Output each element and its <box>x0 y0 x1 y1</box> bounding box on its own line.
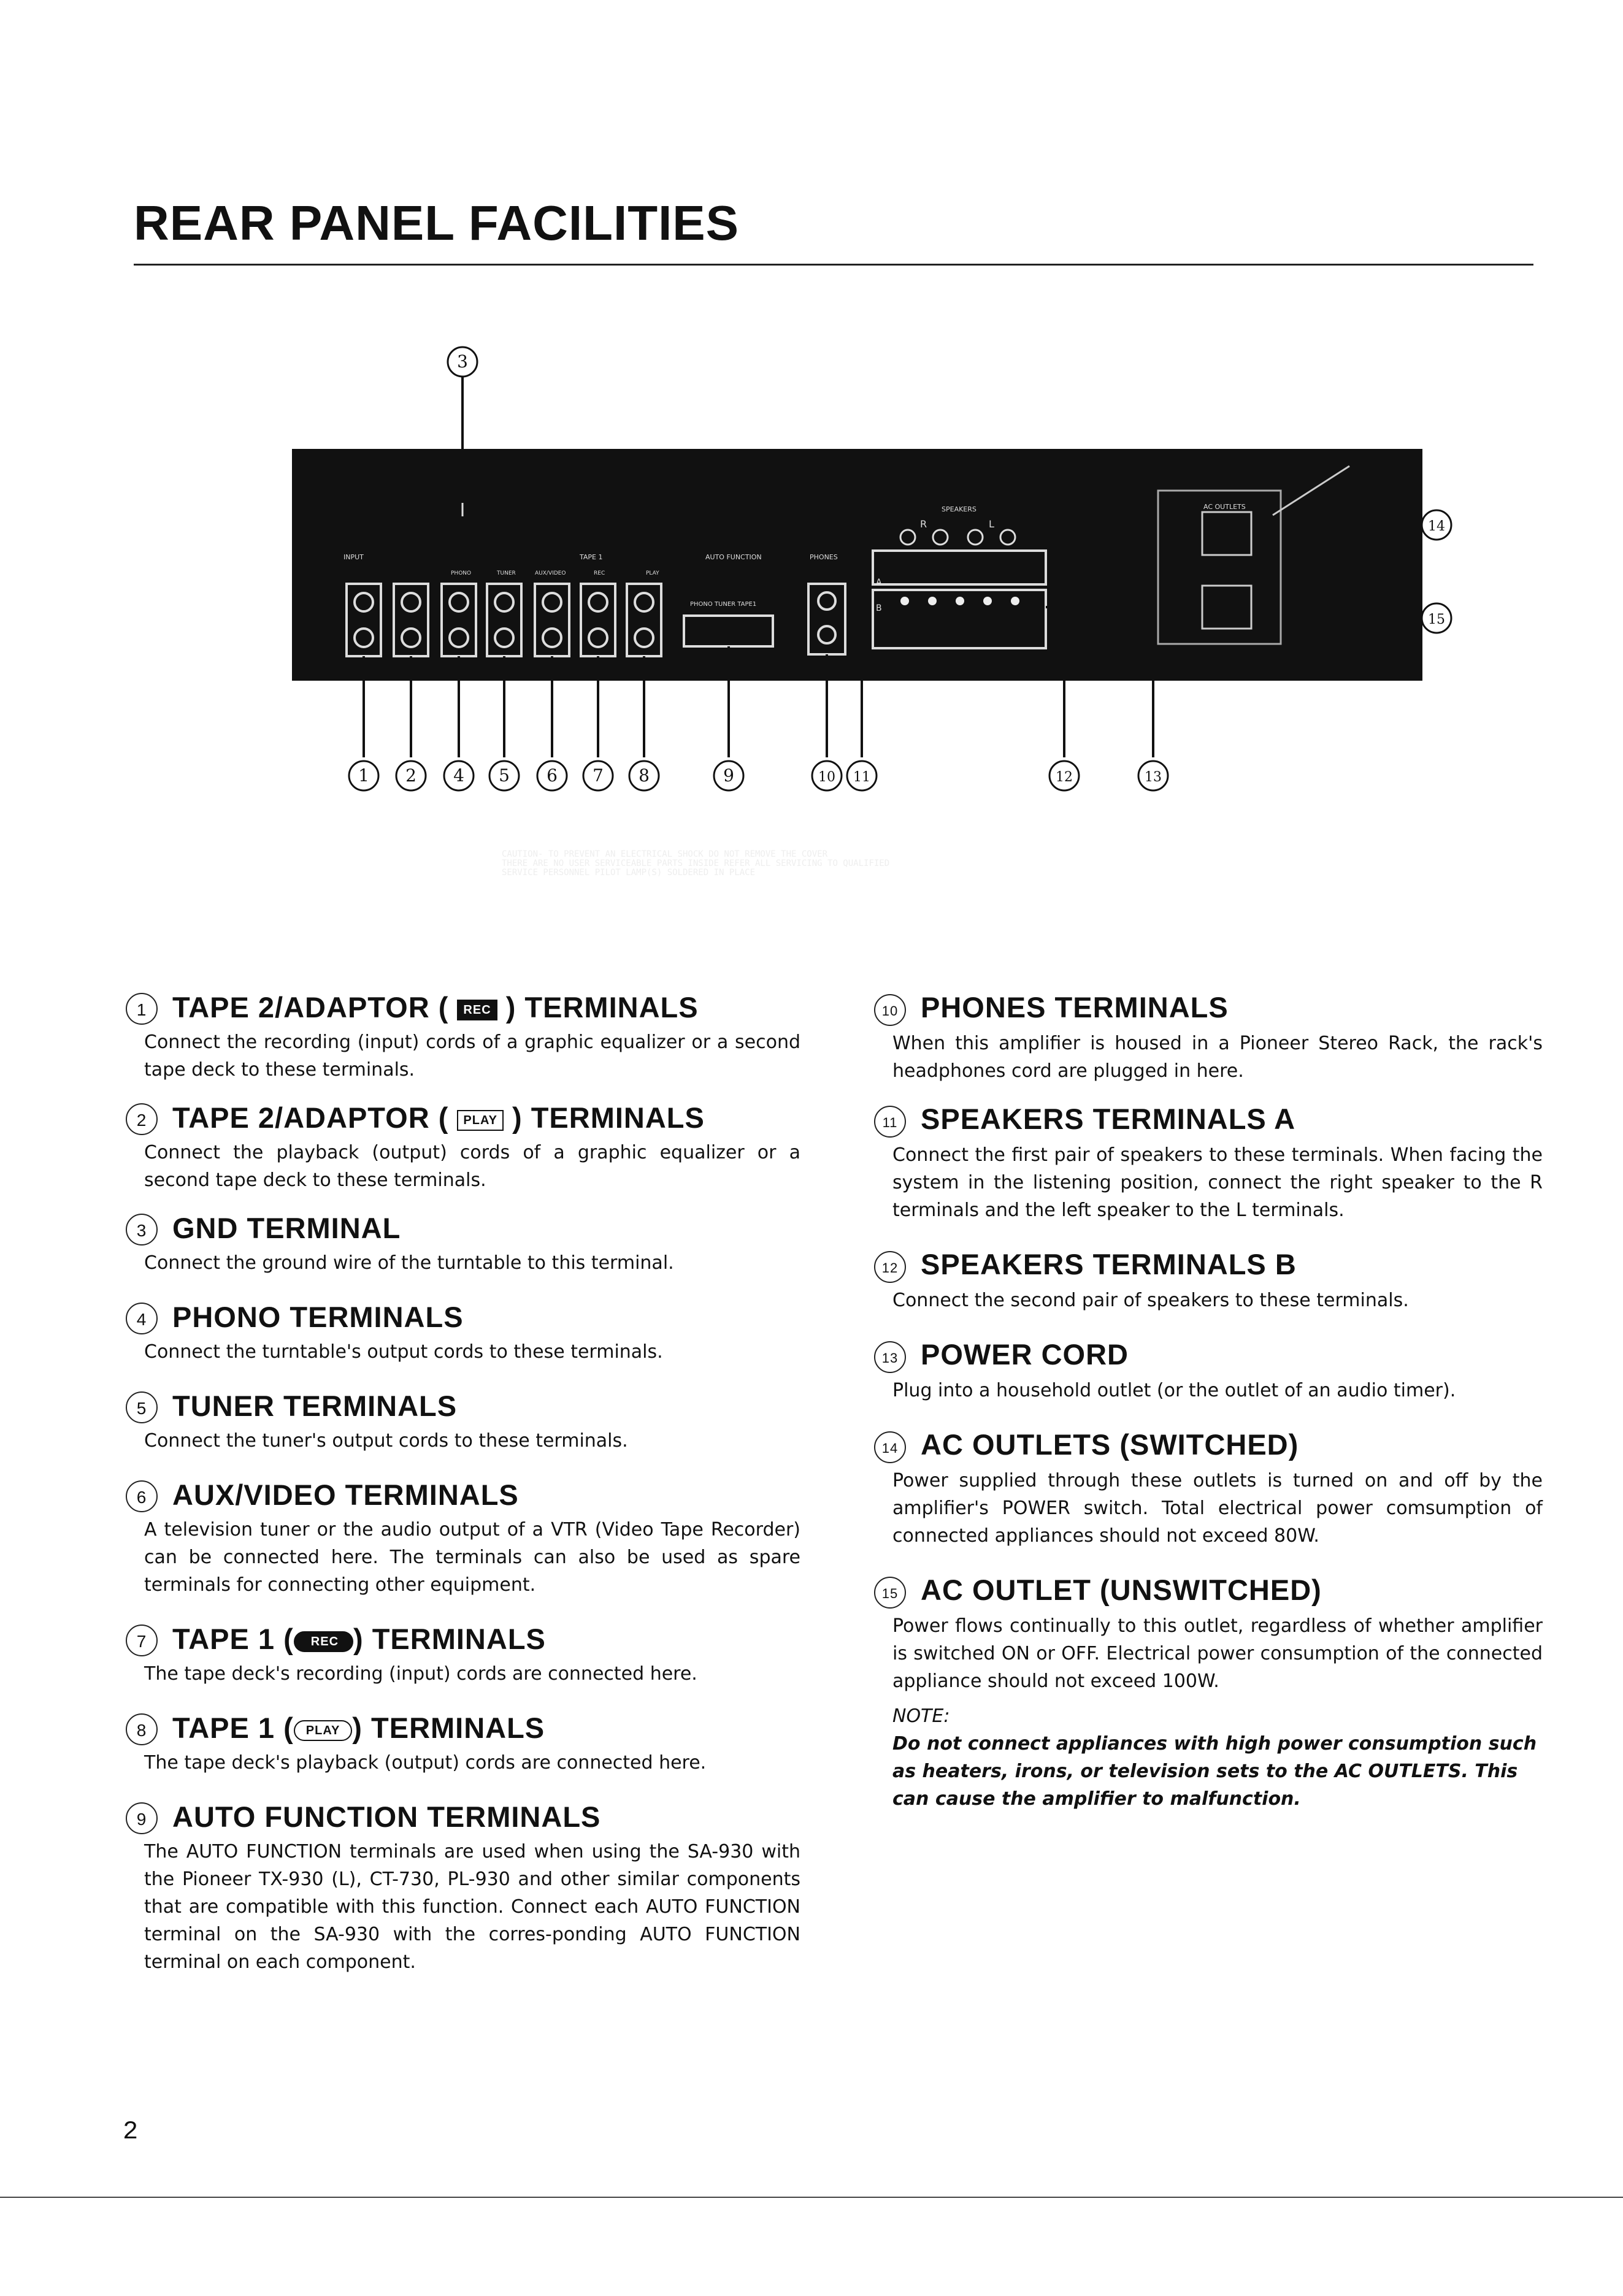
item-description: When this amplifier is housed in a Pioneer Stereo Rack, the rack's headphones cord are plugged in here. <box>892 1033 1543 1082</box>
panel-label-tuner: TUNER <box>497 570 516 576</box>
item-heading: 12 SPEAKERS TERMINALS B <box>874 1247 1543 1283</box>
item-aux-video <box>126 1478 800 1599</box>
callout-number-1: 1 <box>358 765 369 786</box>
item-heading: 6 AUX/VIDEO TERMINALS <box>126 1478 800 1512</box>
callout-number-11: 11 <box>853 770 870 785</box>
item-speakers-a <box>874 1102 1543 1224</box>
note-body: Do not connect appliances with high power consumption such as heaters, irons, or television sets to the AC OUTLETS. This can cause the amplifier to malfunction. <box>892 1733 1537 1810</box>
item-tape1-rec <box>126 1622 800 1688</box>
item-heading: 2 TAPE 2/ADAPTOR ( PLAY ) TERMINALS <box>126 1101 800 1135</box>
svg-text:A: A <box>876 578 882 587</box>
callout-number: 2 <box>126 1103 158 1135</box>
panel-label-play: PLAY <box>646 570 659 576</box>
item-description: The AUTO FUNCTION terminals are used when using the SA-930 with the Pioneer TX-930 (L), CT-730, PL-930 and other similar components that are compatible with this function. Connect each AUTO FUNCTION terminal on the SA-930 with the corres-ponding AUTO FUNCTION terminal on each component. <box>144 1841 800 1973</box>
panel-label-auto-bottom: PHONO TUNER TAPE1 <box>690 601 757 608</box>
panel-label-phono: PHONO <box>451 570 472 576</box>
rec-badge-icon: REC <box>294 1631 353 1652</box>
item-auto-function <box>126 1800 800 1976</box>
item-description: Connect the second pair of speakers to these terminals. <box>892 1290 1409 1311</box>
item-tuner <box>126 1389 800 1455</box>
panel-label-rec: REC <box>594 570 605 576</box>
item-description: Power flows continually to this outlet, regardless of whether amplifier is switched ON or OFF. Electrical power consumption of the connected appliance should not exceed 100W. <box>892 1615 1543 1692</box>
svg-text:B: B <box>876 603 882 613</box>
svg-text:L: L <box>989 518 994 530</box>
panel-label-speakers: SPEAKERS <box>942 505 976 513</box>
callout-number: 14 <box>874 1431 906 1463</box>
item-description: Connect the tuner's output cords to these terminals. <box>144 1430 628 1452</box>
item-gnd <box>126 1211 800 1277</box>
item-description: Connect the ground wire of the turntable to this terminal. <box>144 1252 674 1274</box>
item-heading: 8 TAPE 1 ( PLAY ) TERMINALS <box>126 1711 800 1745</box>
bottom-divider <box>0 2197 1623 2198</box>
panel-label-ac-outlets: AC OUTLETS <box>1203 503 1246 511</box>
panel-label-tape1: TAPE 1 <box>580 553 603 561</box>
callout-number: 5 <box>126 1391 158 1423</box>
callout-number: 6 <box>126 1480 158 1512</box>
callout-number-15: 15 <box>1428 612 1445 627</box>
item-description: The tape deck's recording (input) cords are connected here. <box>144 1663 697 1685</box>
item-ac-outlets-switched <box>874 1428 1543 1550</box>
callout-number: 10 <box>874 994 906 1026</box>
right-column <box>874 990 1543 1813</box>
panel-label-phones: PHONES <box>810 553 838 561</box>
rear-panel-illustration <box>0 343 1623 834</box>
rec-badge-icon: REC <box>457 1000 497 1020</box>
callout-number-5: 5 <box>499 765 510 786</box>
item-heading: 3 GND TERMINAL <box>126 1211 800 1246</box>
panel-caution-text: CAUTION- TO PREVENT AN ELECTRICAL SHOCK DO NOT REMOVE THE COVER THERE ARE NO USER SERVICEABLE PARTS INSIDE REFER ALL SERVICING TO QUALIFIED SERVICE PERSONNEL PILOT LAMP(S) SOLDERED IN PLACE <box>502 849 890 878</box>
item-description: The tape deck's playback (output) cords are connected here. <box>144 1752 707 1774</box>
callout-number-12: 12 <box>1056 770 1073 785</box>
play-badge-icon: PLAY <box>294 1720 353 1741</box>
item-description: Connect the recording (input) cords of a graphic equalizer or a second tape deck to these terminals. <box>144 1031 800 1081</box>
callout-number: 4 <box>126 1303 158 1334</box>
callout-number-6: 6 <box>547 765 558 786</box>
title-divider <box>134 264 1533 266</box>
item-description: Connect the playback (output) cords of a graphic equalizer or a second tape deck to these terminals. <box>144 1142 800 1191</box>
item-heading: 15 AC OUTLET (UNSWITCHED) <box>874 1573 1543 1609</box>
item-description: Connect the first pair of speakers to these terminals. When facing the system in the listening position, connect the right speaker to the R terminals and the left speaker to the L terminals. <box>892 1144 1543 1221</box>
play-badge-icon: PLAY <box>457 1110 504 1131</box>
panel-label-input: INPUT <box>343 553 364 561</box>
item-phones <box>874 990 1543 1085</box>
callout-number-13: 13 <box>1145 770 1162 785</box>
panel-label-aux-video: AUX/VIDEO <box>535 570 566 576</box>
item-heading: 10 PHONES TERMINALS <box>874 990 1543 1026</box>
item-description: Connect the turntable's output cords to these terminals. <box>144 1341 663 1363</box>
item-tape2-play <box>126 1101 800 1194</box>
item-heading: 5 TUNER TERMINALS <box>126 1389 800 1423</box>
item-heading: 13 POWER CORD <box>874 1337 1543 1373</box>
item-heading: 1 TAPE 2/ADAPTOR ( REC ) TERMINALS <box>126 990 800 1025</box>
callout-number: 8 <box>126 1713 158 1745</box>
item-phono <box>126 1300 800 1366</box>
note-label: NOTE: <box>892 1705 950 1727</box>
item-heading: 4 PHONO TERMINALS <box>126 1300 800 1334</box>
callout-number-14: 14 <box>1428 519 1445 534</box>
callout-number: 15 <box>874 1577 906 1609</box>
callout-number: 13 <box>874 1341 906 1373</box>
item-heading: 7 TAPE 1 ( REC ) TERMINALS <box>126 1622 800 1656</box>
callout-number-2: 2 <box>405 765 416 786</box>
item-tape2-rec <box>126 990 800 1084</box>
item-description: Power supplied through these outlets is turned on and off by the amplifier's POWER switch. Total electrical power comsumption of connected appliances should not exceed 80W. <box>892 1470 1543 1547</box>
item-heading: 9 AUTO FUNCTION TERMINALS <box>126 1800 800 1834</box>
item-tape1-play <box>126 1711 800 1777</box>
callout-number: 3 <box>126 1214 158 1246</box>
callout-number-9: 9 <box>723 765 734 786</box>
callout-number: 9 <box>126 1802 158 1834</box>
item-description: A television tuner or the audio output of a VTR (Video Tape Recorder) can be connected here. The terminals can also be used as spare terminals for connecting other equipment. <box>144 1519 800 1596</box>
callout-number-7: 7 <box>593 765 604 786</box>
item-power-cord <box>874 1337 1543 1404</box>
callout-number: 7 <box>126 1624 158 1656</box>
callout-number-10: 10 <box>818 770 835 785</box>
callout-number: 1 <box>126 993 158 1025</box>
callout-number-4: 4 <box>453 765 464 786</box>
left-column <box>126 990 800 1976</box>
rear-panel-figure <box>0 343 1623 878</box>
page-title: REAR PANEL FACILITIES <box>134 196 740 250</box>
item-speakers-b <box>874 1247 1543 1314</box>
item-ac-outlet-unswitched <box>874 1573 1543 1695</box>
panel-label-auto-function: AUTO FUNCTION <box>705 553 762 561</box>
page-number: 2 <box>123 2117 139 2146</box>
callout-number: 12 <box>874 1251 906 1283</box>
item-heading: 14 AC OUTLETS (SWITCHED) <box>874 1428 1543 1463</box>
item-description: Plug into a household outlet (or the outlet of an audio timer). <box>892 1380 1456 1401</box>
svg-text:R: R <box>920 518 927 530</box>
callout-number-8: 8 <box>639 765 650 786</box>
callout-number: 11 <box>874 1106 906 1138</box>
callout-number-3: 3 <box>457 351 468 372</box>
item-heading: 11 SPEAKERS TERMINALS A <box>874 1102 1543 1138</box>
